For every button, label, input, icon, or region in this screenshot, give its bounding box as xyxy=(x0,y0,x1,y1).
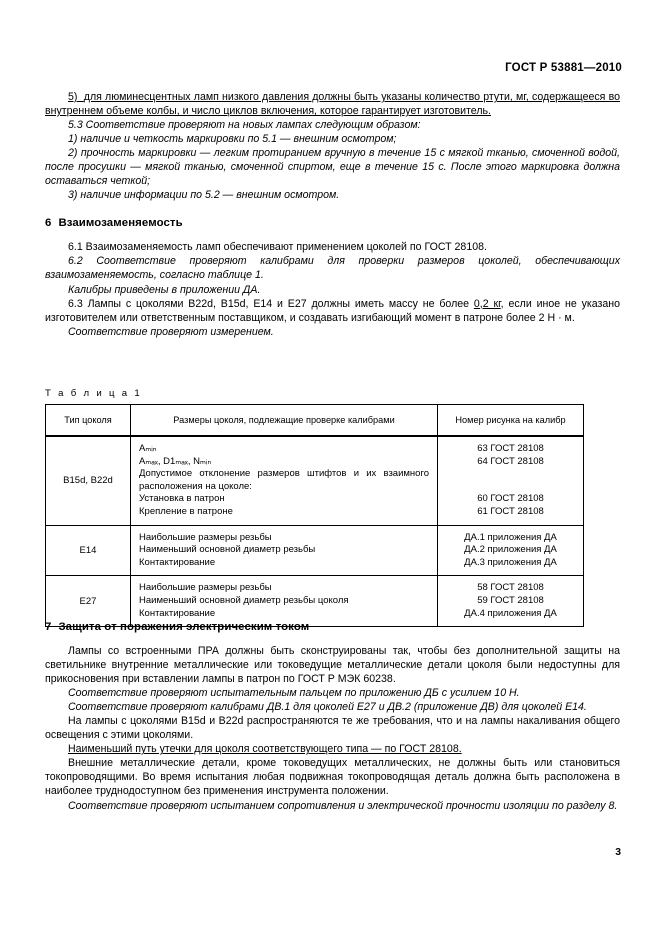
section-heading-7-number: 7 xyxy=(45,621,52,633)
clause-5-3: 5.3 Соответствие проверяют на новых лампах следующим образом: xyxy=(68,119,421,132)
figure-line: ДА.4 приложения ДА xyxy=(464,607,557,619)
table-cell-dimensions xyxy=(131,436,438,525)
clause-5-3-item-3: 3) наличие информации по 5.2 — внешним осмотром. xyxy=(68,189,340,202)
table-row xyxy=(46,436,584,525)
dimension-line: Контактирование xyxy=(139,607,216,619)
section-7-paragraph-2: Соответствие проверяют испытательным пальцем по приложению ДБ с усилием 10 Н. xyxy=(68,687,520,700)
clause-6-3-note: Соответствие проверяют измерением. xyxy=(68,325,274,338)
page-number: 3 xyxy=(615,847,621,858)
list-item-5-text: для люминесцентных ламп низкого давления должны быть указаны количество ртути, мг, содержащееся во внутреннем объеме колбы, и число циклов включения, которое гарантирует изготовитель. xyxy=(45,91,620,118)
clause-6-2: 6.2 Соответствие проверяют калибрами для проверки размеров цоколей, обеспечивающих взаимозаменяемость, согласно таблице 1. xyxy=(45,255,620,282)
dimension-line: Aₘₐₓ, D1ₘₐₓ, Nₘᵢₙ xyxy=(139,455,212,467)
table-cell-dimensions xyxy=(131,525,438,576)
section-heading-7-title: Защита от поражения электрическим током xyxy=(58,621,310,633)
figure-line: 60 ГОСТ 28108 xyxy=(477,493,544,505)
clause-6-1: 6.1 Взаимозаменяемость ламп обеспечивают применением цоколей по ГОСТ 28108. xyxy=(68,241,487,254)
clause-6-3-mass-limit: 0,2 кг xyxy=(473,297,501,310)
figure-line: 58 ГОСТ 28108 xyxy=(477,582,544,594)
body-text-lower xyxy=(45,620,620,813)
table-cell-figure-number xyxy=(438,576,584,627)
section-7-paragraph-3: Соответствие проверяют калибрами ДВ.1 для цоколей E27 и ДВ.2 (приложение ДВ) для цоколей E14. xyxy=(68,701,587,714)
clause-6-3 xyxy=(45,297,620,325)
figure-line: ДА.3 приложения ДА xyxy=(464,556,557,568)
table-cell-socket-type: E14 xyxy=(46,525,131,576)
body-text-upper xyxy=(45,90,620,339)
section-7-paragraph-1: Лампы со встроенными ПРА должны быть сконструированы так, чтобы без дополнительной защиты на светильнике внутренние металлические или токоведущие металлические детали цоколя были недоступны для прикосновения при вставлении лампы в патрон по ГОСТ Р МЭК 60238. xyxy=(45,645,620,686)
table-column-header-dimensions: Размеры цоколя, подлежащие проверке калибрами xyxy=(131,405,438,437)
dimension-line: Наибольшие размеры резьбы xyxy=(139,531,272,543)
table-column-header-socket-type: Тип цоколя xyxy=(46,405,131,437)
clause-5-3-item-2: 2) прочность маркировки — легким протиранием вручную в течение 15 с мягкой тканью, смоченной водой, после просушки — мягкой тканью, смоченной спиртом, еще в течение 15 с. После этого маркировка должна оставаться четкой; xyxy=(45,147,620,188)
table-cell-dimensions xyxy=(131,576,438,627)
table-1 xyxy=(45,404,584,627)
table-row xyxy=(46,525,584,576)
dimension-line: Наименьший основной диаметр резьбы xyxy=(139,544,316,556)
clause-6-2-note: Калибры приведены в приложении ДА. xyxy=(68,283,261,296)
section-7-paragraph-7: Соответствие проверяют испытанием сопротивления и электрической прочности изоляции по разделу 8. xyxy=(68,799,618,812)
table-header-row xyxy=(46,405,584,437)
section-heading-6-title: Взаимозаменяемость xyxy=(58,217,183,230)
running-header-standard-number: ГОСТ Р 53881—2010 xyxy=(505,62,622,74)
dimension-line: Наименьший основной диаметр резьбы цоколя xyxy=(139,594,349,606)
clause-5-3-item-1: 1) наличие и четкость маркировки по 5.1 — внешним осмотром; xyxy=(68,133,397,146)
section-heading-6 xyxy=(45,216,620,231)
table-1-caption: Т а б л и ц а 1 xyxy=(45,388,142,399)
table-row xyxy=(46,576,584,627)
list-item-5-marker: 5) xyxy=(68,91,78,103)
dimension-line: Наибольшие размеры резьбы xyxy=(139,582,272,594)
section-7-paragraph-4: На лампы с цоколями B15d и B22d распространяются те же требования, что и на лампы накаливания общего освещения с этими цоколями. xyxy=(45,715,620,742)
section-heading-6-number: 6 xyxy=(45,217,52,230)
figure-line: 59 ГОСТ 28108 xyxy=(477,594,544,606)
table-cell-socket-type: E27 xyxy=(46,576,131,627)
list-item-5 xyxy=(45,90,620,118)
dimension-line: Допустимое отклонение размеров штифтов и их взаимного расположения на цоколе: xyxy=(139,468,429,492)
dimension-line: Контактирование xyxy=(139,556,216,568)
figure-line: 61 ГОСТ 28108 xyxy=(477,505,544,517)
section-7-paragraph-5: Наименьший путь утечки для цоколя соответствующего типа — по ГОСТ 28108. xyxy=(68,743,462,756)
figure-line: 63 ГОСТ 28108 xyxy=(477,443,544,454)
figure-line: ДА.1 приложения ДА xyxy=(464,531,557,543)
table-cell-socket-type: B15d, B22d xyxy=(46,436,131,525)
table-cell-figure-number xyxy=(438,525,584,576)
figure-line: ДА.2 приложения ДА xyxy=(464,544,557,556)
section-heading-7 xyxy=(45,620,620,635)
table-column-header-figure-number: Номер рисунка на калибр xyxy=(438,405,584,437)
dimension-line: Крепление в патроне xyxy=(139,505,233,517)
section-7-paragraph-6: Внешние металлические детали, кроме токоведущих металлических, не должны быть или становиться токопроводящими. Во время испытания любая подвижная токопроводящая деталь должна быть расположена в наиболее труднодоступном без применения инструмента положении. xyxy=(45,757,620,798)
figure-line: 64 ГОСТ 28108 xyxy=(477,455,544,467)
clause-6-3-text-after: , если иное не указано изготовителем или ответственным поставщиком, и создавать изгибающий момент в патроне более 2 Н · м. xyxy=(45,297,621,324)
dimension-line: Aₘᵢₙ xyxy=(139,443,157,454)
dimension-line: Установка в патрон xyxy=(139,493,225,505)
table-cell-figure-number xyxy=(438,436,584,525)
clause-6-3-text-before: 6.3 Лампы с цоколями B22d, B15d, E14 и E27 должны иметь массу не более xyxy=(68,297,474,310)
